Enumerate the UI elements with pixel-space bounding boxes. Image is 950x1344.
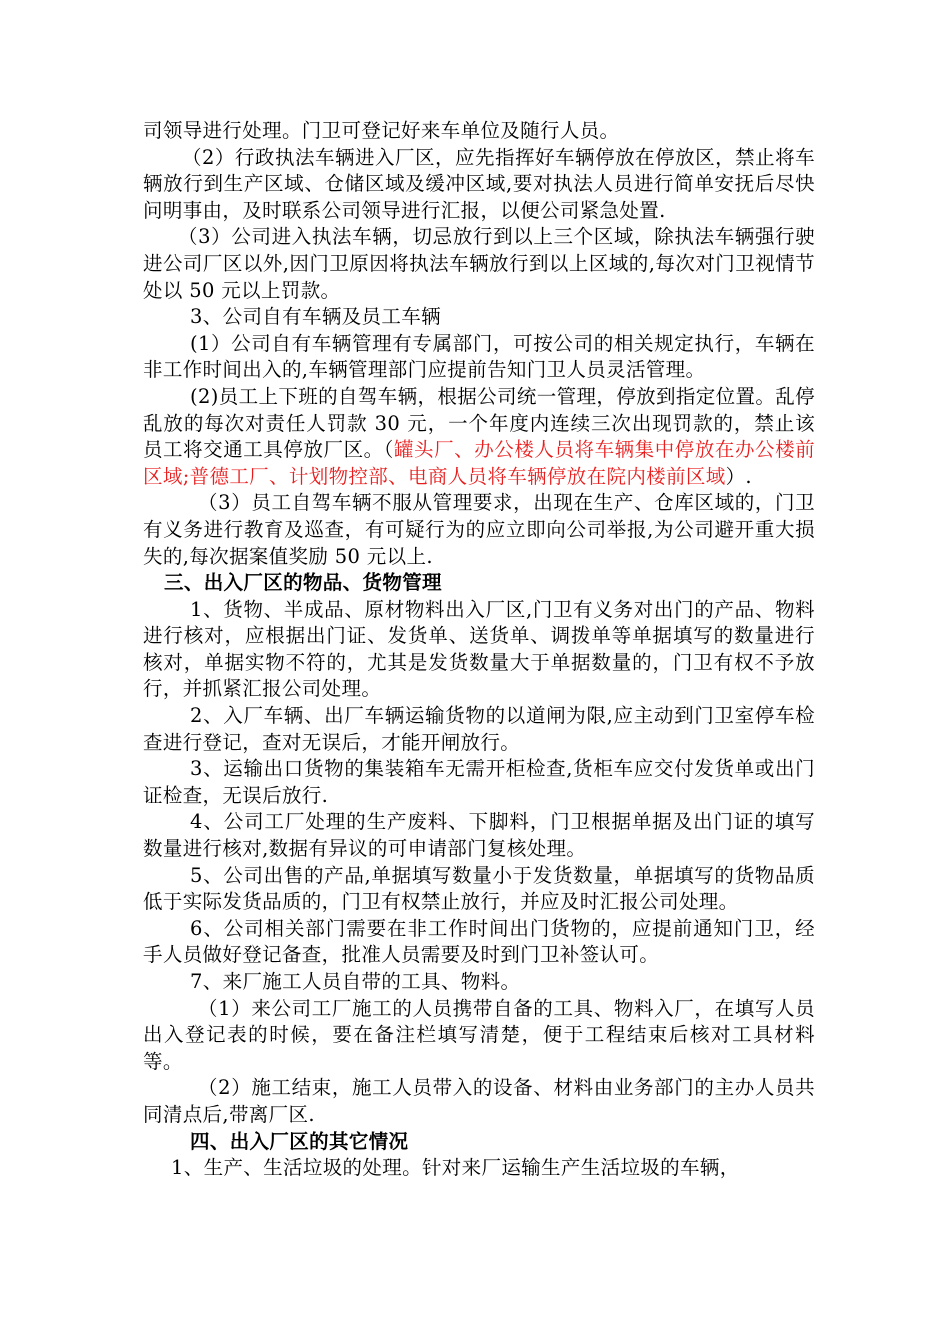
paragraph: 司领导进行处理。门卫可登记好来车单位及随行人员。: [143, 119, 620, 142]
paragraph-text-end: ）.: [725, 464, 752, 488]
paragraph: 3、运输出口货物的集装箱车无需开柜检查,货柜车应交付发货单或出门证检查，无误后放行.: [143, 757, 815, 807]
paragraph: 1、生产、生活垃圾的处理。针对来厂运输生产生活垃圾的车辆，: [171, 1156, 740, 1180]
paragraph: （2）行政执法车辆进入厂区，应先指挥好车辆停放在停放区，禁止将车辆放行到生产区域、仓储区域及缓冲区域,要对执法人员进行简单安抚后尽快问明事由，及时联系公司领导进行汇报，以便公司紧急处置.: [143, 145, 815, 222]
paragraph: [143, 384, 815, 490]
paragraph: 6、公司相关部门需要在非工作时间出门货物的，应提前通知门卫，经手人员做好登记备查，批准人员需要及时到门卫补签认可。: [143, 916, 815, 967]
highlighted-text: 罐头厂、办公楼人员将车辆集中停放在办公楼前区域;普德工厂、计划物控部、电商人员将车辆停放在院内楼前区域: [143, 438, 815, 488]
paragraph: （3）员工自驾车辆不服从管理要求，出现在生产、仓库区域的，门卫有义务进行教育及巡查，有可疑行为的应立即向公司举报,为公司避开重大损失的,每次据案值奖励 50 元以上.: [143, 491, 815, 568]
paragraph: 2、入厂车辆、出厂车辆运输货物的以道闸为限,应主动到门卫室停车检查进行登记，查对无误后，才能开闸放行。: [143, 704, 815, 754]
paragraph: 5、公司出售的产品,单据填写数量小于发货数量，单据填写的货物品质低于实际发货品质的，门卫有权禁止放行，并应及时汇报公司处理。: [143, 863, 815, 914]
paragraph: (1）公司自有车辆管理有专属部门，可按公司的相关规定执行，车辆在非工作时间出入的,车辆管理部门应提前告知门卫人员灵活管理。: [143, 331, 815, 382]
paragraph: 1、货物、半成品、原材物料出入厂区,门卫有义务对出门的产品、物料进行核对，应根据出门证、发货单、送货单、调拨单等单据填写的数量进行核对，单据实物不符的，尤其是发货数量大于单据数量的，门卫有权不予放行，并抓紧汇报公司处理。: [143, 597, 815, 701]
paragraph: （3）公司进入执法车辆，切忌放行到以上三个区域，除执法车辆强行驶进公司厂区以外,因门卫原因将执法车辆放行到以上区域的,每次对门卫视情节处以 50 元以上罚款。: [143, 225, 815, 302]
paragraph: 4、公司工厂处理的生产废料、下脚料，门卫根据单据及出门证的填写数量进行核对,数据有异议的可申请部门复核处理。: [143, 810, 815, 861]
section-heading: 三、出入厂区的物品、货物管理: [164, 571, 442, 595]
paragraph: 7、来厂施工人员自带的工具、物料。: [190, 970, 521, 993]
sub-heading: 3、公司自有车辆及员工车辆: [190, 305, 441, 329]
paragraph: （2）施工结束，施工人员带入的设备、材料由业务部门的主办人员共同清点后,带离厂区.: [143, 1076, 815, 1126]
paragraph: （1）来公司工厂施工的人员携带自备的工具、物料入厂，在填写人员出入登记表的时候，要在备注栏填写清楚，便于工程结束后核对工具材料等。: [143, 996, 815, 1073]
section-heading: 四、出入厂区的其它情况: [190, 1129, 409, 1153]
document-body: [143, 118, 815, 1182]
paragraph-text: (2)员工上下班的自驾车辆，根据公司统一管理，停放到指定位置。乱停乱放的每次对责任人罚款 30 元，一个年度内连续三次出现罚款的，禁止该员工将交通工具停放厂区。（: [143, 384, 815, 462]
